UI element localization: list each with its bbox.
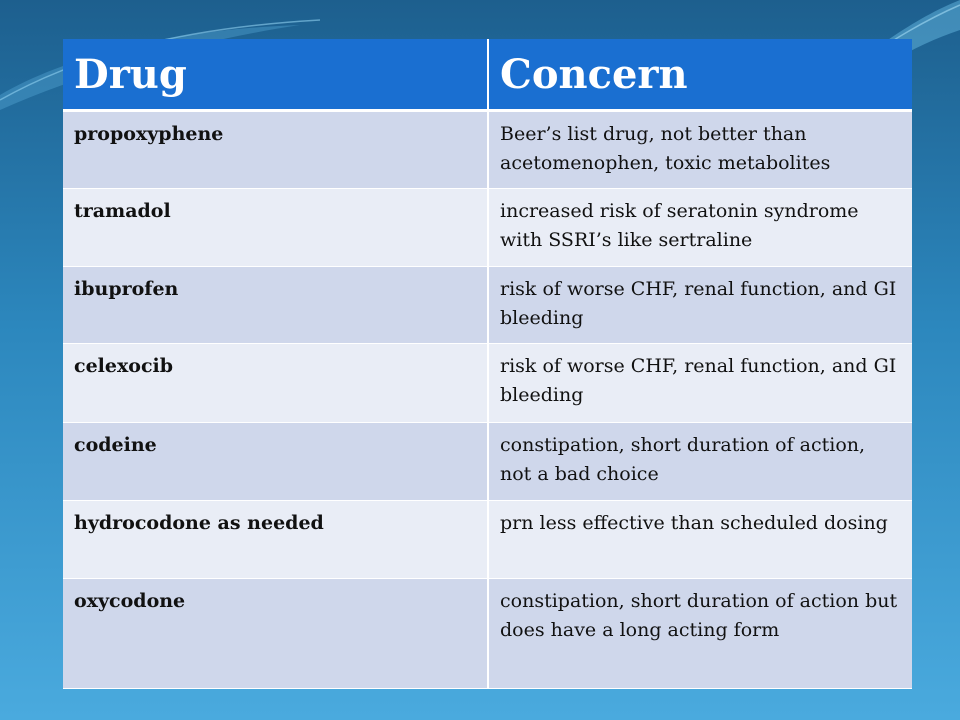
- table-row: [63, 344, 912, 422]
- concern-cell: prn less effective than scheduled dosing: [488, 500, 912, 578]
- concern-cell: increased risk of seratonin syndrome with SSRI’s like sertraline: [488, 189, 912, 267]
- drug-cell: celexocib: [63, 344, 488, 422]
- concern-cell: risk of worse CHF, renal function, and GI bleeding: [488, 344, 912, 422]
- drug-cell: propoxyphene: [63, 111, 488, 189]
- drug-cell: oxycodone: [63, 578, 488, 688]
- table-row: [63, 189, 912, 267]
- table-header-row: [63, 39, 912, 111]
- concern-cell: Beer’s list drug, not better than acetomenophen, toxic metabolites: [488, 111, 912, 189]
- table-row: [63, 422, 912, 500]
- drug-cell: hydrocodone as needed: [63, 500, 488, 578]
- table-row: [63, 500, 912, 578]
- table-row: [63, 267, 912, 344]
- concern-cell: constipation, short duration of action but does have a long acting form: [488, 578, 912, 688]
- table-row: [63, 578, 912, 688]
- drug-cell: tramadol: [63, 189, 488, 267]
- drug-concern-table-container: [63, 39, 912, 689]
- table-row: [63, 111, 912, 189]
- header-concern: Concern: [488, 39, 912, 111]
- header-drug: Drug: [63, 39, 488, 111]
- drug-concern-table: [63, 39, 912, 689]
- concern-cell: risk of worse CHF, renal function, and GI bleeding: [488, 267, 912, 344]
- concern-cell: constipation, short duration of action, not a bad choice: [488, 422, 912, 500]
- drug-cell: ibuprofen: [63, 267, 488, 344]
- drug-cell: codeine: [63, 422, 488, 500]
